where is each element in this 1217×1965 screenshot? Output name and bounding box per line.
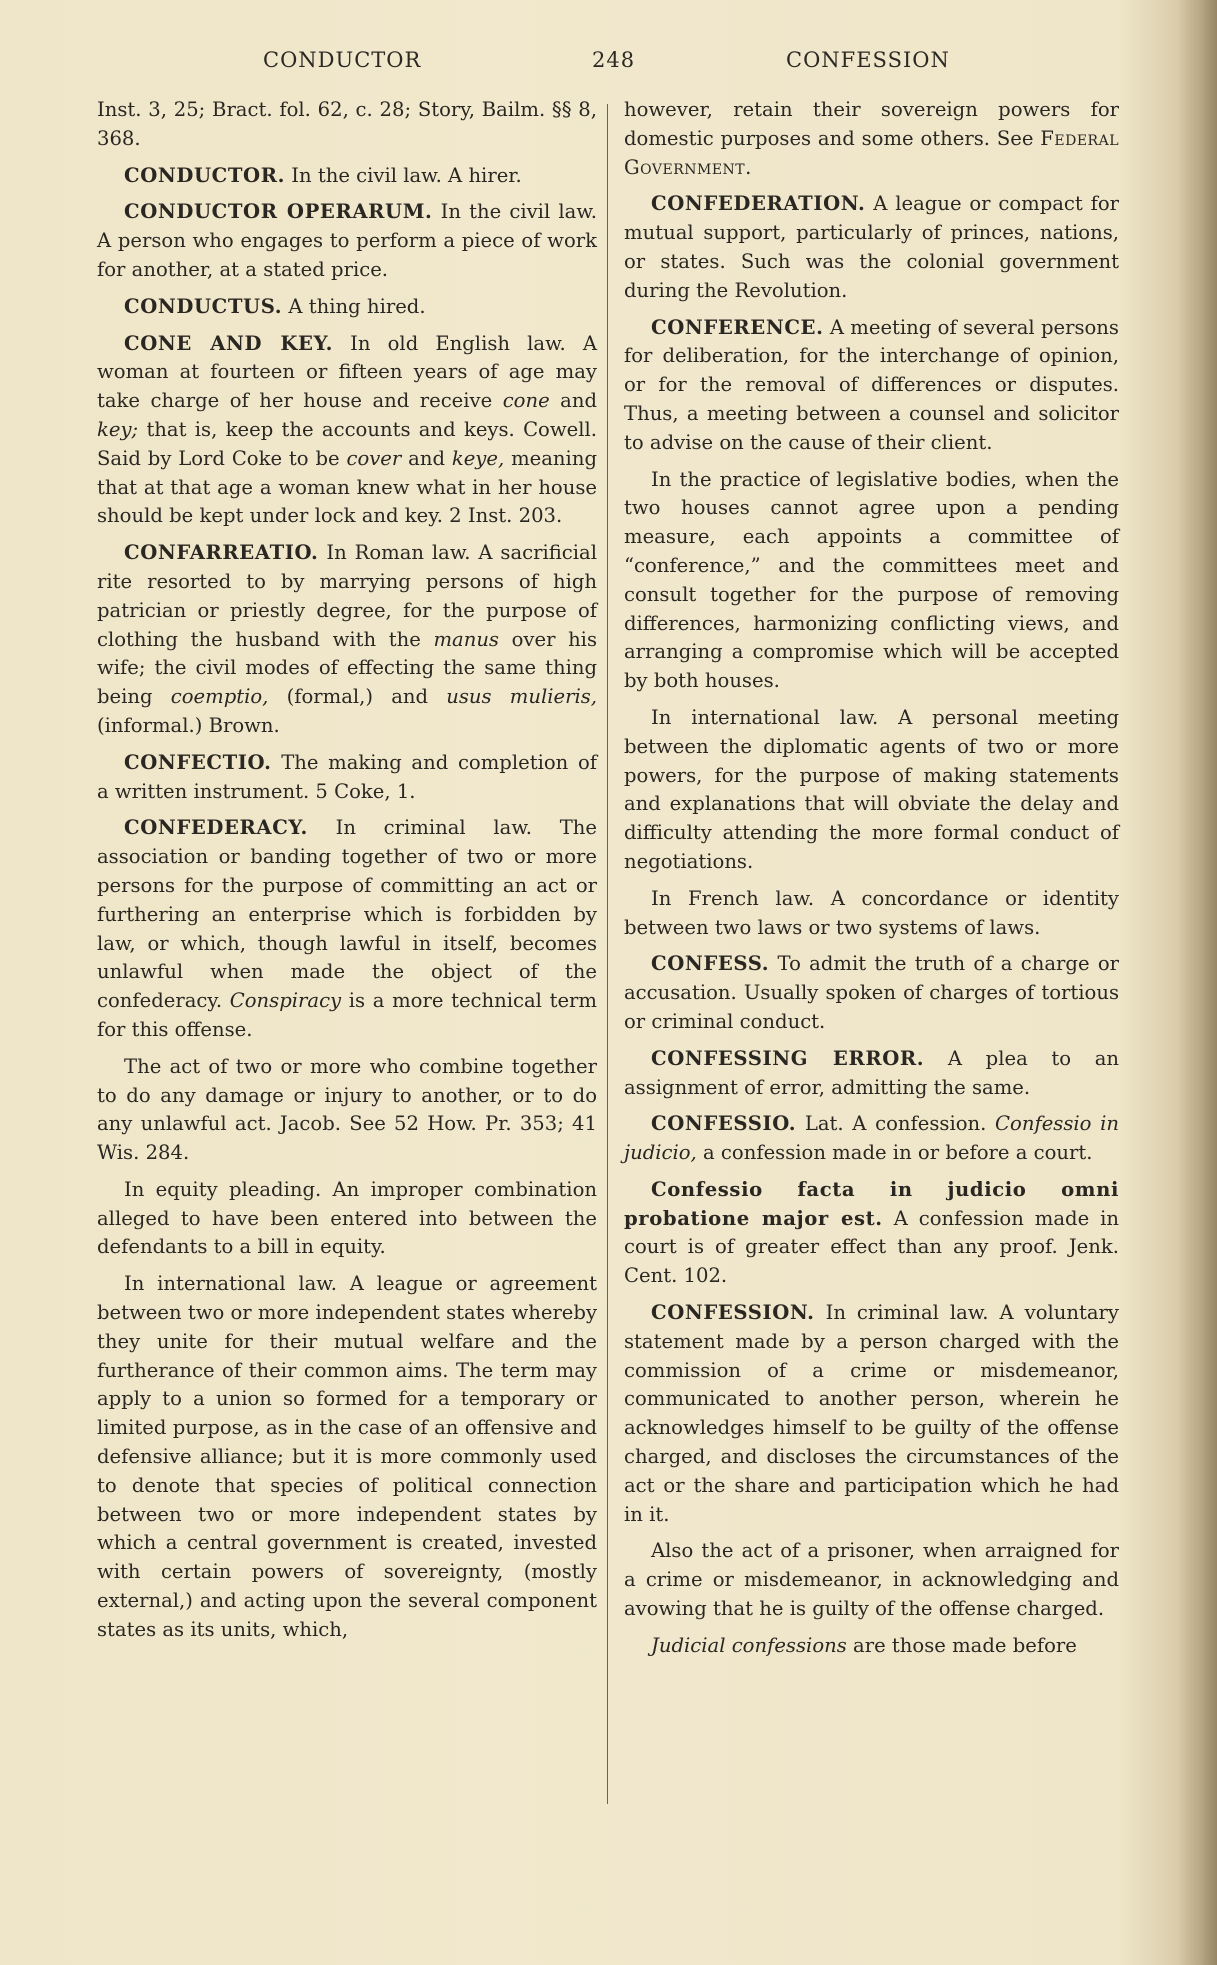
entry-conference bbox=[624, 314, 1119, 458]
entry-continuation bbox=[624, 96, 1119, 182]
italic-term: usus mulieris, bbox=[446, 685, 597, 709]
headword: CONE AND KEY. bbox=[124, 331, 334, 355]
headword: CONFEDERATION. bbox=[651, 192, 866, 216]
definition-text: and bbox=[560, 389, 597, 413]
definition-text: In old English law. A woman at fourteen or fifteen years of age may take charge of her house and receive bbox=[97, 331, 597, 413]
italic-term: key; bbox=[97, 417, 139, 441]
definition-text: is a more technical term for this offense. bbox=[97, 989, 597, 1041]
definition-text: In Roman law. A sacrificial rite resorted to by marrying persons of high patrician or priestly degree, for the purpose of clothing the husband with the bbox=[97, 541, 597, 651]
headword: CONFESSING ERROR. bbox=[651, 1046, 925, 1070]
italic-term: Confessio in judicio, bbox=[624, 1112, 1119, 1165]
header-right-guideword: CONFESSION bbox=[786, 48, 950, 72]
headword: CONFESSION. bbox=[651, 1301, 815, 1325]
maxim-headword: Confessio facta in judicio omni probatione major est. bbox=[624, 1177, 1119, 1230]
headword: CONDUCTUS. bbox=[124, 294, 283, 318]
headword: CONFARREATIO. bbox=[124, 541, 319, 565]
definition: In the civil law. A person who engages to perform a piece of work for another, at a stated price. bbox=[97, 200, 597, 281]
headword: CONFECTIO. bbox=[124, 750, 272, 774]
entry-paragraph: In equity pleading. An improper combination alleged to have been entered into between the defendants to a bill in equity. bbox=[97, 1177, 597, 1259]
italic-term: Conspiracy bbox=[229, 989, 342, 1013]
page-binding-shadow bbox=[1177, 0, 1217, 1965]
definition-text: are those made before bbox=[853, 1633, 1077, 1657]
header-left-guideword: CONDUCTOR bbox=[263, 48, 422, 72]
entry-conductor bbox=[97, 162, 597, 191]
entry-confession bbox=[624, 1299, 1119, 1529]
definition-text: a confession made in or before a court. bbox=[703, 1141, 1093, 1165]
definition-text: that is, keep the accounts and keys. Cowell. Said by Lord Coke to be bbox=[97, 417, 597, 470]
entry-paragraph: In the practice of legislative bodies, when the two houses cannot agree upon a pending measure, each appoints a committee of “conference,” and the committees meet and consult together for the purpose of removing differences, harmonizing conflicting views, and arranging a compromise which will be accepted by both houses. bbox=[624, 467, 1119, 693]
definition: To admit the truth of a charge or accusation. Usually spoken of charges of tortious or criminal conduct. bbox=[624, 952, 1119, 1033]
entry-paragraph: The act of two or more who combine together to do any damage or injury to another, or to do any unlawful act. Jacob. See 52 How. Pr. 353; 41 Wis. 284. bbox=[97, 1054, 597, 1165]
entry-confederation bbox=[624, 190, 1119, 305]
definition: A plea to an assignment of error, admitting the same. bbox=[624, 1046, 1120, 1099]
definition-text: (informal.) Brown. bbox=[97, 713, 280, 737]
column-divider bbox=[607, 104, 608, 1804]
entry-paragraph: In international law. A league or agreement between two or more independent states whereby they unite for their mutual welfare and the furtherance of their common aims. The term may apply to a union so formed for a temporary or limited purpose, as in the case of an offensive and defensive alliance; but it is more commonly used to denote that species of political connection between two or more independent states by which a central government is created, invested with certain powers of sovereignty, (mostly external,) and acting upon the several component states as its units, which, bbox=[97, 1272, 598, 1641]
definition-text: (formal,) and bbox=[286, 685, 429, 709]
entry-paragraph bbox=[624, 1632, 1119, 1661]
right-column bbox=[624, 96, 1119, 1669]
entry-confectio bbox=[97, 749, 597, 807]
headword: CONFESS. bbox=[651, 952, 770, 976]
definition: A confession made in court is of greater effect than any proof. Jenk. Cent. 102. bbox=[624, 1206, 1119, 1288]
entry-confarreatio bbox=[97, 539, 597, 741]
italic-term: cone bbox=[502, 389, 550, 413]
entry-cone-and-key bbox=[97, 330, 597, 532]
italic-term: Judicial confessions bbox=[651, 1633, 847, 1657]
italic-term: keye, bbox=[451, 446, 505, 470]
entry-continuation: Inst. 3, 25; Bract. fol. 62, c. 28; Story, Bailm. §§ 8, 368. bbox=[97, 98, 597, 150]
definition: A thing hired. bbox=[288, 294, 426, 318]
running-header bbox=[0, 48, 1217, 78]
italic-term: manus bbox=[433, 627, 499, 651]
entry-conductor-operarum bbox=[97, 198, 597, 284]
entry-confessio bbox=[624, 1110, 1119, 1168]
entry-confessing-error bbox=[624, 1045, 1119, 1103]
cross-reference: Federal Government. bbox=[624, 126, 1120, 179]
entry-paragraph: In international law. A personal meeting between the diplomatic agents of two or more powers, for the purpose of making statements and explanations that will obviate the delay and difficulty attending the more formal conduct of negotiations. bbox=[624, 705, 1119, 873]
definition: The making and completion of a written instrument. 5 Coke, 1. bbox=[97, 750, 598, 803]
definition-text: however, retain their sovereign powers for domestic purposes and some others. See bbox=[624, 98, 1119, 150]
headword: CONFESSIO. bbox=[651, 1112, 797, 1136]
left-column bbox=[97, 96, 597, 1653]
entry-confederacy bbox=[97, 814, 597, 1044]
definition-text: In criminal law. The association or banding together of two or more persons for the purpose of committing an act or furthering an enterprise which is forbidden by law, or which, though lawful in itself, becomes unlawful when made the object of the confederacy. bbox=[97, 816, 597, 1013]
entry-maxim bbox=[624, 1176, 1119, 1291]
headword: CONFEDERACY. bbox=[124, 816, 308, 840]
page-number: 248 bbox=[592, 48, 636, 72]
entry-confess bbox=[624, 950, 1119, 1036]
definition-text: and bbox=[408, 446, 445, 470]
italic-term: cover bbox=[346, 446, 402, 470]
headword: CONDUCTOR OPERARUM. bbox=[124, 200, 433, 224]
definition: In the civil law. A hirer. bbox=[291, 163, 522, 187]
headword: CONDUCTOR. bbox=[124, 163, 285, 187]
entry-paragraph: In French law. A concordance or identity between two laws or two systems of laws. bbox=[624, 886, 1119, 939]
entry-conductus bbox=[97, 293, 597, 322]
definition: A league or compact for mutual support, particularly of princes, nations, or states. Such was the colonial government during the Revolution. bbox=[624, 192, 1119, 302]
definition-text: over his wife; the civil modes of effecting the same thing being bbox=[97, 627, 598, 709]
definition: In criminal law. A voluntary statement made by a person charged with the commission of a crime or misdemeanor, communicated to another person, wherein he acknowledges himself to be guilty of the offense charged, and discloses the circumstances of the act or the share and participation which he had in it. bbox=[624, 1301, 1119, 1526]
headword: CONFERENCE. bbox=[651, 315, 824, 339]
entry-paragraph: Also the act of a prisoner, when arraigned for a crime or misdemeanor, in acknowledging and avowing that he is guilty of the offense charged. bbox=[624, 1539, 1119, 1621]
italic-term: coemptio, bbox=[170, 685, 269, 709]
definition-text: Lat. A confession. bbox=[804, 1112, 987, 1136]
definition-text: meaning that at that age a woman knew what in her house should be kept under lock and key. 2 Inst. 203. bbox=[97, 446, 597, 528]
definition: A meeting of several persons for deliberation, for the interchange of opinion, or for the removal of differences or disputes. Thus, a meeting between a counsel and solicitor to advise on the cause of their client. bbox=[624, 315, 1119, 454]
